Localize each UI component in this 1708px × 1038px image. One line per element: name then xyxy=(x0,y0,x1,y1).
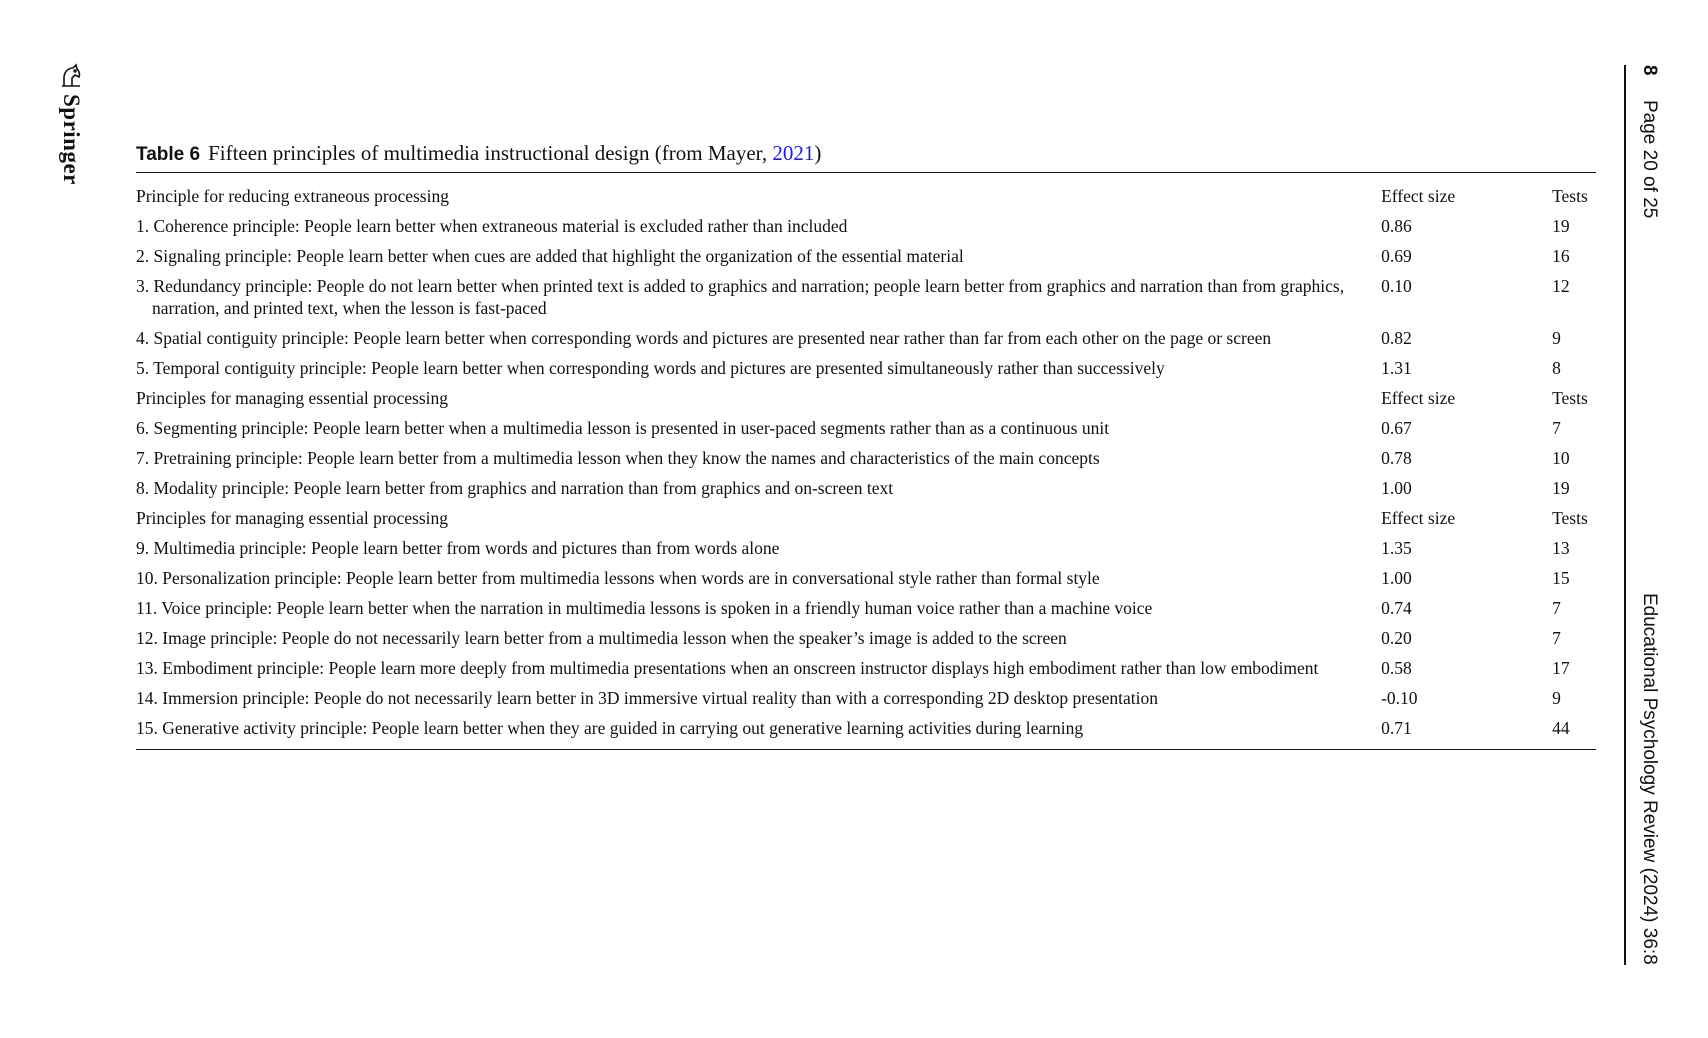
tests-cell: 9 xyxy=(1552,688,1561,708)
tests-cell: 7 xyxy=(1552,598,1561,618)
principle-text: 14. Immersion principle: People do not necessarily learn better in 3D immersive virtual reality than with a corresponding 2D desktop presentation xyxy=(136,688,1159,708)
principle-text: 1. Coherence principle: People learn better when extraneous material is excluded rather than included xyxy=(136,216,848,236)
table-row xyxy=(136,563,1596,593)
section-title xyxy=(136,503,1381,533)
tests-cell: 15 xyxy=(1552,568,1570,588)
tests-cell: 7 xyxy=(1552,418,1561,438)
principle-text: 9. Multimedia principle: People learn better from words and pictures than from words alone xyxy=(136,538,780,558)
principle-cell xyxy=(136,683,1381,713)
principle-cell xyxy=(136,533,1381,563)
principle-text: 6. Segmenting principle: People learn better when a multimedia lesson is presented in user-paced segments rather than as a continuous unit xyxy=(136,418,1110,438)
principle-text: 11. Voice principle: People learn better when the narration in multimedia lessons is spoken in a friendly human voice rather than a machine voice xyxy=(136,598,1153,618)
effect-size-cell: 0.71 xyxy=(1381,718,1412,738)
tests-cell: 17 xyxy=(1552,658,1570,678)
publisher-name: Springer xyxy=(59,94,84,185)
effect-size-cell: 0.78 xyxy=(1381,448,1412,468)
principle-cell xyxy=(136,443,1381,473)
table-row xyxy=(136,713,1596,743)
table-6 xyxy=(136,138,1596,750)
tests-cell: 16 xyxy=(1552,246,1570,266)
principle-text: 7. Pretraining principle: People learn better from a multimedia lesson when they know the names and characteristics of the main concepts xyxy=(136,448,1100,468)
tests-header: Tests xyxy=(1552,186,1588,206)
principle-text: Principles for managing essential processing xyxy=(136,508,449,528)
table-label: Table 6 xyxy=(136,144,201,165)
effect-size-header: Effect size xyxy=(1381,186,1456,206)
effect-size-cell: 0.74 xyxy=(1381,598,1412,618)
effect-size-cell: 1.31 xyxy=(1381,358,1412,378)
tests-cell: 44 xyxy=(1552,718,1570,738)
table-row xyxy=(136,271,1596,323)
principle-text: 13. Embodiment principle: People learn more deeply from multimedia presentations when an onscreen instructor displays high embodiment rather than low embodiment xyxy=(136,658,1319,678)
tests-cell: 8 xyxy=(1552,358,1561,378)
header-rule xyxy=(1624,65,1626,965)
tests-header: Tests xyxy=(1552,508,1588,528)
table-row xyxy=(136,533,1596,563)
tests-cell: 10 xyxy=(1552,448,1570,468)
principle-cell xyxy=(136,593,1381,623)
principle-text: 4. Spatial contiguity principle: People learn better when corresponding words and pictures are presented near rather than far from each other on the page or screen xyxy=(136,328,1272,348)
table-row xyxy=(136,623,1596,653)
section-header-row xyxy=(136,173,1596,211)
principle-cell xyxy=(136,271,1381,323)
table-row xyxy=(136,443,1596,473)
principle-text: Principles for managing essential processing xyxy=(136,388,449,408)
tests-cell: 19 xyxy=(1552,216,1570,236)
principle-cell xyxy=(136,623,1381,653)
principle-cell xyxy=(136,653,1381,683)
effect-size-cell: 1.00 xyxy=(1381,478,1412,498)
principle-text: 12. Image principle: People do not necessarily learn better from a multimedia lesson when the speaker’s image is added to the screen xyxy=(136,628,1067,648)
springer-horse-icon xyxy=(59,62,83,88)
table-row xyxy=(136,211,1596,241)
tests-header: Tests xyxy=(1552,388,1588,408)
principles-table xyxy=(136,173,1596,743)
principle-text: 3. Redundancy principle: People do not learn better when printed text is added to graphics and narration; people learn better from graphics and narration than from graphics, narration, and printed text, when the lesson is fast-paced xyxy=(136,276,1345,318)
tests-cell: 9 xyxy=(1552,328,1561,348)
running-header xyxy=(1638,65,1660,965)
tests-cell: 12 xyxy=(1552,276,1570,296)
effect-size-cell: 0.69 xyxy=(1381,246,1412,266)
section-title xyxy=(136,173,1381,211)
effect-size-cell: 1.00 xyxy=(1381,568,1412,588)
effect-size-cell: 0.86 xyxy=(1381,216,1412,236)
journal-citation: Educational Psychology Review (2024) 36:8 xyxy=(1639,593,1660,965)
caption-reference-link[interactable]: 2021 xyxy=(772,141,815,165)
principle-text: 2. Signaling principle: People learn better when cues are added that highlight the organization of the essential material xyxy=(136,246,964,266)
principle-text: Principle for reducing extraneous processing xyxy=(136,186,449,206)
caption-end: ) xyxy=(814,141,822,165)
effect-size-cell: 0.20 xyxy=(1381,628,1412,648)
principle-text: 15. Generative activity principle: People learn better when they are guided in carrying out generative learning activities during learning xyxy=(136,718,1084,738)
principle-text: 5. Temporal contiguity principle: People learn better when corresponding words and pictures are presented simultaneously rather than successively xyxy=(136,358,1165,378)
effect-size-cell: 0.67 xyxy=(1381,418,1412,438)
effect-size-cell: 1.35 xyxy=(1381,538,1412,558)
table-row xyxy=(136,353,1596,383)
principle-text: 8. Modality principle: People learn better from graphics and narration than from graphics and on-screen text xyxy=(136,478,894,498)
tests-cell: 7 xyxy=(1552,628,1561,648)
table-bottom-rule xyxy=(136,749,1596,750)
table-row xyxy=(136,683,1596,713)
effect-size-cell: 0.10 xyxy=(1381,276,1412,296)
tests-cell: 19 xyxy=(1552,478,1570,498)
principle-cell xyxy=(136,211,1381,241)
principle-cell xyxy=(136,713,1381,743)
tests-cell: 13 xyxy=(1552,538,1570,558)
table-row xyxy=(136,413,1596,443)
effect-size-header: Effect size xyxy=(1381,388,1456,408)
section-header-row xyxy=(136,503,1596,533)
principle-cell xyxy=(136,241,1381,271)
table-row xyxy=(136,473,1596,503)
principle-cell xyxy=(136,473,1381,503)
principle-text: 10. Personalization principle: People learn better from multimedia lessons when words are in conversational style rather than formal style xyxy=(136,568,1100,588)
table-row xyxy=(136,593,1596,623)
principle-cell xyxy=(136,353,1381,383)
effect-size-cell: 0.58 xyxy=(1381,658,1412,678)
page-of: Page 20 of 25 xyxy=(1639,99,1660,218)
principle-cell xyxy=(136,323,1381,353)
principle-cell xyxy=(136,413,1381,443)
principle-cell xyxy=(136,563,1381,593)
effect-size-header: Effect size xyxy=(1381,508,1456,528)
section-title xyxy=(136,383,1381,413)
table-row xyxy=(136,241,1596,271)
page-number: 8 xyxy=(1639,65,1660,76)
publisher-mark xyxy=(58,62,84,185)
section-header-row xyxy=(136,383,1596,413)
table-row xyxy=(136,323,1596,353)
caption-text: Fifteen principles of multimedia instructional design (from Mayer, xyxy=(208,141,773,165)
effect-size-cell: -0.10 xyxy=(1381,688,1418,708)
effect-size-cell: 0.82 xyxy=(1381,328,1412,348)
table-row xyxy=(136,653,1596,683)
table-caption xyxy=(136,138,1596,172)
